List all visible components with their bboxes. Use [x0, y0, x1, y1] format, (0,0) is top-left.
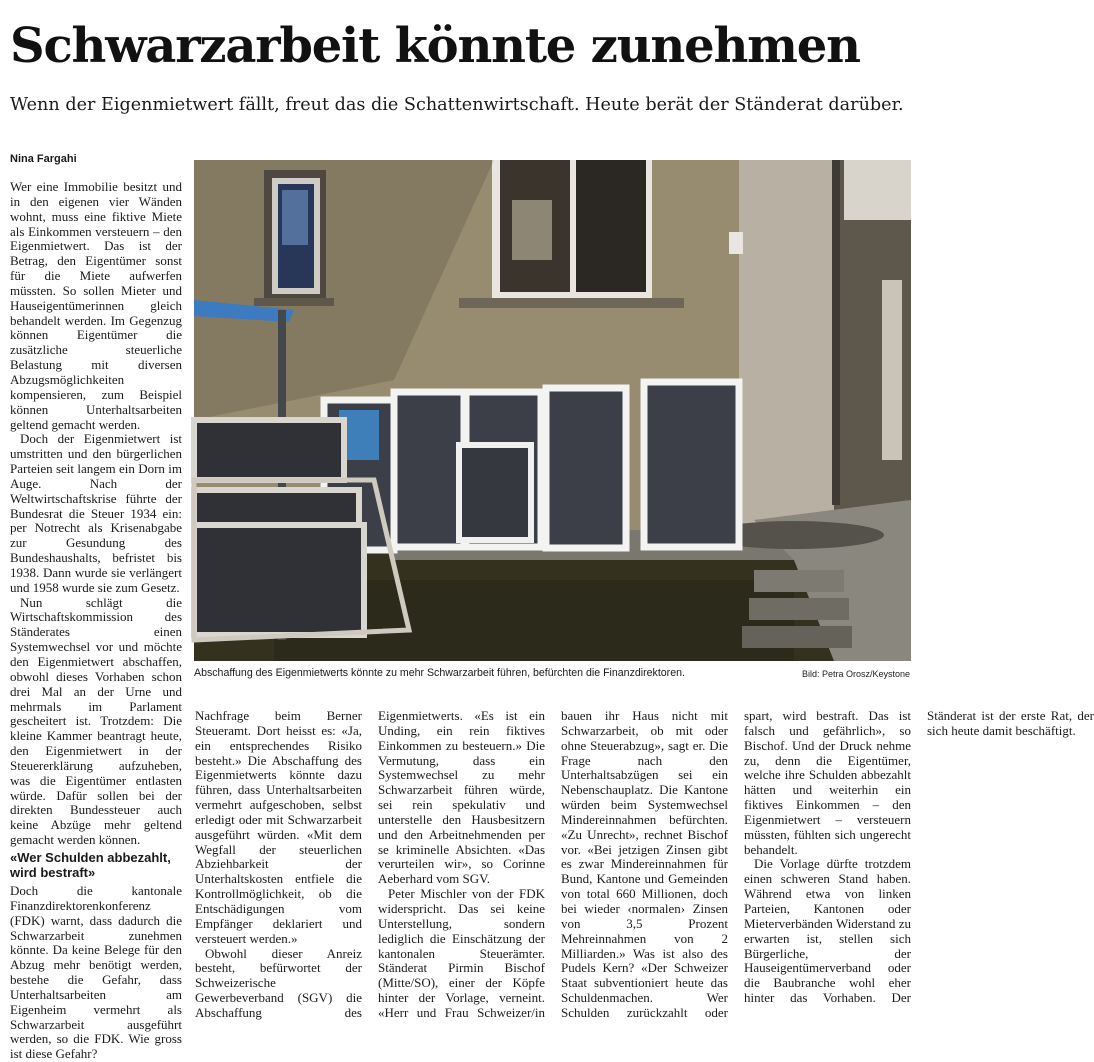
- paragraph-5: Nachfrage beim Berner Steueramt. Dort heisst es: «Ja, ein entsprechendes Risiko besteht.» Die Abschaffung des Eigenmietwerts könnte dazu führen, dass Unterhaltsarbeiten vermehrt aufgeschoben, selbst erledigt oder mit Schwarzarbeit ausgeführt würden. «Mit dem Wegfall der steuerlichen Abziehbarkeit der Unterhaltskosten entfiele die Kontrollmöglichkeit, ob die Entschädigungen vom Empfänger deklariert und versteuert werden.»: [195, 708, 362, 946]
- headline: Schwarzarbeit könnte zunehmen: [10, 18, 860, 74]
- paragraph-6: Obwohl dieser Anreiz besteht, befürwortet der Schweizerische Gewerbeverband (SGV) die Abschaffung des Eigenmietwerts. «Es ist ein Unding, ein rein fiktives Einkommen zu besteuern.» Die Vermutung, dass ein Systemwechsel zu mehr Schwarzarbeit führen würde, sei rein spekulativ und unterstelle den Hausbesitzern und den Arbeitnehmenden per se kriminelle Absichten. «Das verurteilen wir», so Corinne Aeberhard vom SGV.: [195, 708, 545, 1020]
- photo-credit: Bild: Petra Orosz/Keystone: [801, 669, 910, 679]
- paragraph-4: Doch die kantonale Finanzdirektorenkonferenz (FDK) warnt, dass dadurch die Schwarzarbeit zunehmen könnte. Da keine Belege für den Abzug mehr benötigt werden, bestehe die Gefahr, dass Unterhaltsarbeiten am Eigenheim vermehrt als Schwarzarbeit ausgeführt werden, so die FDK. Wie gross ist diese Gefahr?: [10, 882, 182, 1062]
- text-columns-2-5: [195, 708, 1094, 1024]
- photo-caption: Abschaffung des Eigenmietwerts könnte zu mehr Schwarzarbeit führen, befürchten die Finanzdirektoren.: [194, 667, 685, 679]
- paragraph-8: Die Vorlage dürfte trotzdem einen schweren Stand haben. Während etwa von linken Parteien, Kantonen oder Mieterverbänden Widerstand zu erwarten ist, stellen sich Bürgerliche, der Hauseigentümerverband oder die Baubranche wohl eher hinter das Vorhaben. Der Ständerat ist der erste Rat, der sich heute damit beschäftigt.: [744, 708, 1094, 1006]
- paragraph-1: Wer eine Immobilie besitzt und in den eigenen vier Wänden wohnt, muss eine fiktive Miete als Einkommen versteuern – den Eigenmietwert. Das ist der Betrag, den Eigentümer sonst für die Miete aufwerfen müssten. So sollen Mieter und Hauseigentümerinnen gleich behandelt werden. Im Gegenzug können Eigentümer die zusätzliche steuerliche Belastung mit diversen Abzugsmöglichkeiten kompensieren, zum Beispiel können Unterhaltsarbeiten geltend gemacht werden.: [10, 179, 182, 432]
- paragraph-3: Nun schlägt die Wirtschaftskommission des Ständerates einen Systemwechsel vor und möchte den Eigenmietwert abschaffen, obwohl dieses Vorhaben schon drei Mal an der Urne und mehrmals im Parlament gescheitert ist. Trotzdem: Die kleine Kammer beantragt heute, den Eigenmietwert in der Steuererklärung aufzuheben, was die Eigentümer entlasten würde. Dafür sollen bei der direkten Bundessteuer auch keine Abzüge mehr geltend gemacht werden können.: [10, 594, 182, 848]
- subheadline: Wenn der Eigenmietwert fällt, freut das die Schattenwirtschaft. Heute berät der Ständerat darüber.: [10, 95, 904, 115]
- article-photo: [194, 160, 911, 661]
- paragraph-7: Peter Mischler von der FDK widerspricht. Das sei keine Unterstellung, sondern lediglich die Einschätzung der kantonalen Steuerämter. Ständerat Pirmin Bischof (Mitte/SO), einer der Köpfe hinter der Vorlage, verneint. «Herr und Frau Schweizer/in bauen ihr Haus nicht mit Schwarzarbeit, ob mit oder ohne Steuerabzug», sagt er. Die Frage nach den Unterhaltsabzügen sei ein Nebenschauplatz. Die Kantone würden beim Systemwechsel Mindereinnahmen befürchten. «Zu Unrecht», rechnet Bischof vor. «Bei jetzigen Zinsen gibt es zwar Mindereinnahmen für Bund, Kantone und Gemeinden von total 660 Millionen, doch bei wieder ‹normalen› Zinsen von 3,5 Prozent Mehreinnahmen von 2 Milliarden.» Was ist also des Pudels Kern? «Der Schweizer Staat subventioniert heute das Schuldenmachen. Wer Schulden zurückzahlt oder spart, wird bestraft. Das ist falsch und gefährlich», so Bischof. Und der Druck nehme zu, denn die Eigentümer, welche ihre Schulden abbezahlt hätten und weiterhin ein fiktives Einkommen – den Eigenmietwert – versteuern müssten, fühlten sich ungerecht behandelt.: [378, 708, 911, 1020]
- paragraph-2: Doch der Eigenmietwert ist umstritten und den bürgerlichen Parteien seit langem ein Dorn im Auge. Nach der Weltwirtschaftskrise führte der Bundesrat die Steuer 1934 ein: per Notrecht als Krisenabgabe zur Gesundung des Bundeshaushalts, befristet bis 1938. Dann wurde sie verlängert und 1958 wurde sie zum Gesetz.: [10, 431, 182, 595]
- section-subheading: «Wer Schulden abbezahlt, wird bestraft»: [10, 849, 171, 880]
- house-windows-illustration: [194, 160, 911, 661]
- text-column-1: [10, 179, 182, 1062]
- author-byline: Nina Fargahi: [10, 153, 77, 165]
